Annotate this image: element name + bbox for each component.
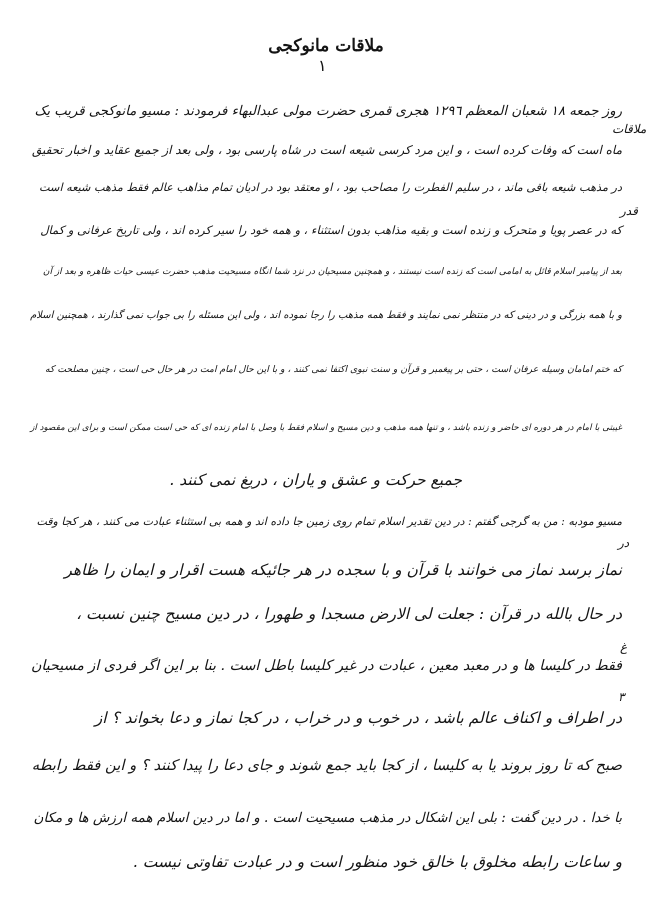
text-line: در مذهب شیعه باقی ماند ، در سلیم الفطرت را مصاحب بود ، او معتقد بود در ادیان تمام مذاهب عالم فقط مذهب شیعه است [38,181,622,194]
text-line: ماه است که وفات کرده است ، و این مرد کرسی شیعه است در شاه پارسی بود ، ولی بعد از جمیع عقاید و اخبار تحقیق [31,143,622,157]
text-line: غیبتی با امام در هر دوره ای حاضر و زنده باشد ، و تنها همه مذهب و دین مسیح و اسلام فقط با وصل با امام زنده ای که حی است ممکن است و برای این مقصود از [30,423,622,433]
text-line: نماز برسد نماز می خوانند با قرآن و با سجده در هر جائیکه هست اقرار و ایمان را ظاهر [64,561,622,579]
margin-note: ٣ [618,690,625,704]
text-line: و با همه بزرگی و در دینی که در منتظر نمی نمایند و فقط همه مذهب را رجا نموده اند ، ولی این مسئله را بی جواب نمی گذارند ، همچنین اسلام [30,310,622,321]
text-line: در اطراف و اکناف عالم باشد ، در خوب و در خراب ، در کجا نماز و دعا بخواند ؟ از [94,709,622,727]
text-line: بعد از پیامبر اسلام قائل به امامی است که زنده است نیستند ، و همچنین مسیحیان در نزد شما انگاه مسیحیت مذهب حضرت عیسی حیات ظاهره و بعد از آن [42,267,622,277]
text-line: جمیع حرکت و عشق و یاران ، دریغ نمی کنند . [169,471,462,489]
text-line: که در عصر پویا و متحرک و زنده است و بقیه مذاهب بدون استثناء ، و همه خود را سیر کرده اند ، ولی تاریخ عرفانی و کمال [40,223,622,237]
margin-note: قدر [620,204,638,218]
text-line: با خدا . در دین گفت : بلی این اشکال در مذهب مسیحیت است . و اما در دین اسلام همه ارزش ها و مکان [33,810,622,826]
text-line: در حال بالله در قرآن : جعلت لی الارض مسجدا و طهورا ، در دین مسیح چنین نسبت ، [76,605,622,623]
text-line: فقط در کلیسا ها و در معبد معین ، عبادت در غیر کلیسا باطل است . بنا بر این اگر فردی از مسیحیان [30,658,622,674]
page-title: ملاقات مانوکجی [268,36,384,56]
text-line: روز جمعه ١٨ شعبان المعظم ١٢٩٦ هجری قمری حضرت مولی عبدالبهاء فرمودند : مسیو مانوکجی قریب یک [34,104,622,119]
text-line: صبح که تا روز بروند یا به کلیسا ، از کجا باید جمع شوند و جای دعا را پیدا کنند ؟ و این فقط رابطه [31,757,622,774]
margin-note: در [618,536,630,550]
text-line: و ساعات رابطه مخلوق با خالق خود منظور است و در عبادت تفاوتی نیست . [132,853,622,871]
margin-note: ملاقات [612,122,647,136]
text-line: مسیو مودبه : من به گرجی گفتم : در دین تقدیر اسلام تمام روی زمین جا داده اند و همه بی استثناء عبادت می کنند ، هر کجا وقت [36,515,622,528]
margin-note: غ [620,640,628,654]
text-line: که ختم امامان وسیله عرفان است ، حتی بر پیغمبر و قرآن و سنت نبوی اکتفا نمی کنند ، و با این حال امام امت در هر حال حی است ، چنین مصلحت که [45,364,622,375]
heading-mark: ١ [318,56,327,75]
